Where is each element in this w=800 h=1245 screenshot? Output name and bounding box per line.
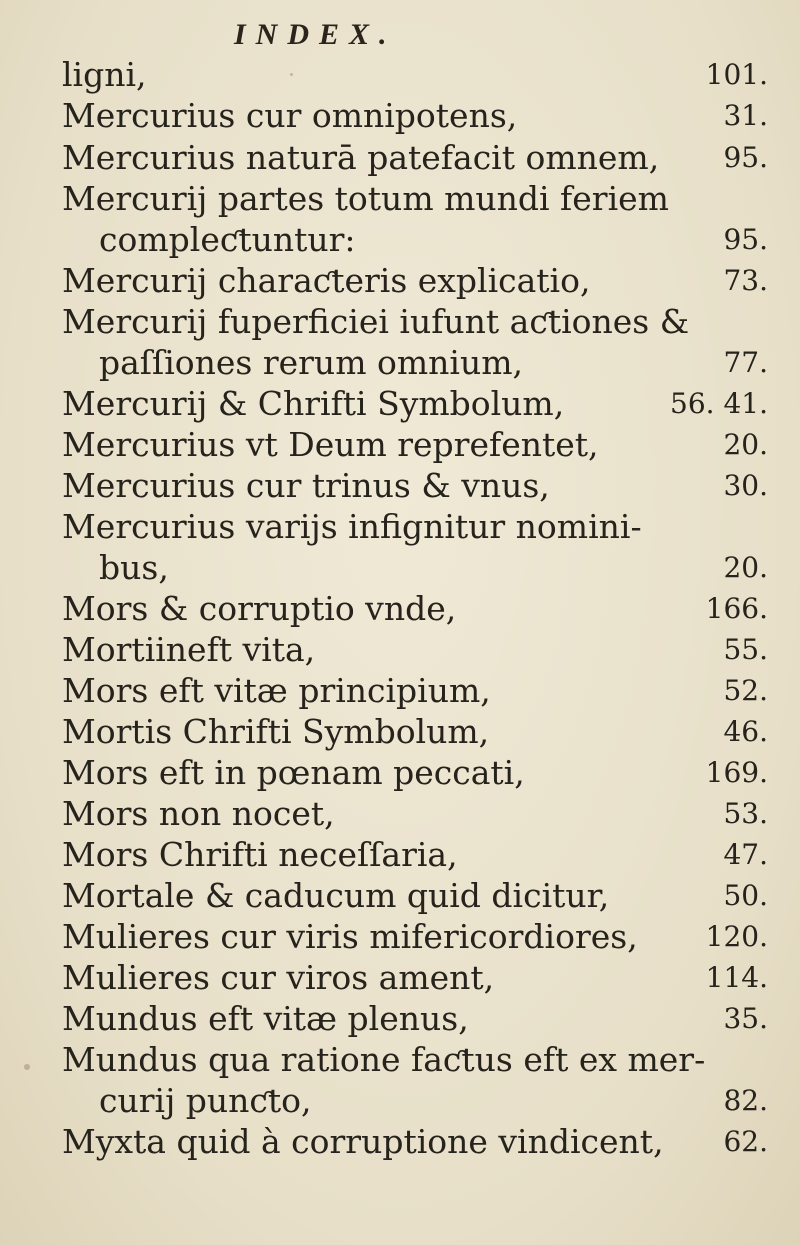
index-entry [0,425,800,465]
index-entry [0,1040,800,1080]
index-entry [0,179,800,219]
entry-text: Mercurij fuperficiei iufunt aƈtiones & [62,302,690,341]
entry-text: Mercurius varijs infignitur nomini- [62,507,642,546]
entry-text: Mercurij partes totum mundi feriem [62,179,669,218]
entry-text: Mors eft vitæ principium, [62,671,491,710]
paper-spot [290,73,293,76]
entry-page: 62. [723,1125,768,1158]
entry-page: 46. [723,715,768,748]
entry-text: Mortale & caducum quid dicitur, [62,876,610,915]
entry-page: 169. [705,756,768,789]
entry-page: 82. [723,1084,768,1117]
index-entry [0,96,800,136]
index-entry [0,302,800,342]
entry-page: 47. [723,838,768,871]
entry-page: 52. [723,674,768,707]
entry-text: Mors Chrifti neceſſaria, [62,835,458,874]
entry-page: 55. [723,633,768,666]
index-entry [0,794,800,834]
index-entry [0,384,800,424]
entry-text: Myxta quid à corruptione vindicent, [62,1122,664,1161]
entry-text: Mercurius vt Deum reprefentet, [62,425,599,464]
entry-page: 166. [705,592,768,625]
index-entry [0,507,800,547]
entry-page: 77. [723,346,768,379]
entry-page: 30. [723,469,768,502]
entry-page: 50. [723,879,768,912]
entry-text: paſſiones rerum omnium, [99,343,523,382]
entry-page: 101. [705,58,768,91]
index-entry [0,671,800,711]
index-entry [0,753,800,793]
entry-page: 20. [723,551,768,584]
index-entry [0,466,800,506]
index-entry-continuation [0,343,800,383]
entry-text: Mortiineft vita, [62,630,316,669]
entry-text: Mulieres cur viris mifericordiores, [62,917,638,956]
entry-text: Mercurij & Chrifti Symbolum, [62,384,565,423]
entry-page: 95. [723,223,768,256]
entry-text: bus, [99,548,169,587]
entry-page: 31. [723,99,768,132]
index-header: INDEX. [234,18,397,51]
index-entry [0,917,800,957]
paper-spot [24,1064,30,1070]
index-entry [0,1122,800,1162]
entry-text: Mercurij charaƈteris explicatio, [62,261,591,300]
index-entry [0,999,800,1039]
entry-text: Mors & corruptio vnde, [62,589,457,628]
index-entry [0,261,800,301]
index-entry [0,138,800,178]
entry-text: Mulieres cur viros ament, [62,958,495,997]
entry-page: 53. [723,797,768,830]
entry-text: Mercurius naturā patefacit omnem, [62,138,660,177]
entry-text: Mercurius cur omnipotens, [62,96,518,135]
entry-text: ligni, [62,55,147,94]
entry-text: curij punƈto, [99,1081,312,1120]
index-entry [0,876,800,916]
entry-text: Mundus eft vitæ plenus, [62,999,469,1038]
entry-page: 120. [705,920,768,953]
entry-text: Mundus qua ratione faƈtus eft ex mer- [62,1040,706,1079]
index-entry [0,958,800,998]
entry-page: 35. [723,1002,768,1035]
index-entry-continuation [0,548,800,588]
entry-text: Mercurius cur trinus & vnus, [62,466,550,505]
entry-text: compleƈtuntur: [99,220,356,259]
index-entry [0,630,800,670]
index-entry [0,55,800,95]
entry-page: 56. 41. [670,387,768,420]
index-entry [0,835,800,875]
index-entry-continuation [0,1081,800,1121]
entry-page: 114. [705,961,768,994]
entry-page: 20. [723,428,768,461]
index-entry [0,589,800,629]
entry-page: 73. [723,264,768,297]
entry-page: 95. [723,141,768,174]
entry-text: Mors eft in pœnam peccati, [62,753,525,792]
index-entry [0,712,800,752]
entry-text: Mors non nocet, [62,794,335,833]
index-entry-continuation [0,220,800,260]
entry-text: Mortis Chrifti Symbolum, [62,712,490,751]
